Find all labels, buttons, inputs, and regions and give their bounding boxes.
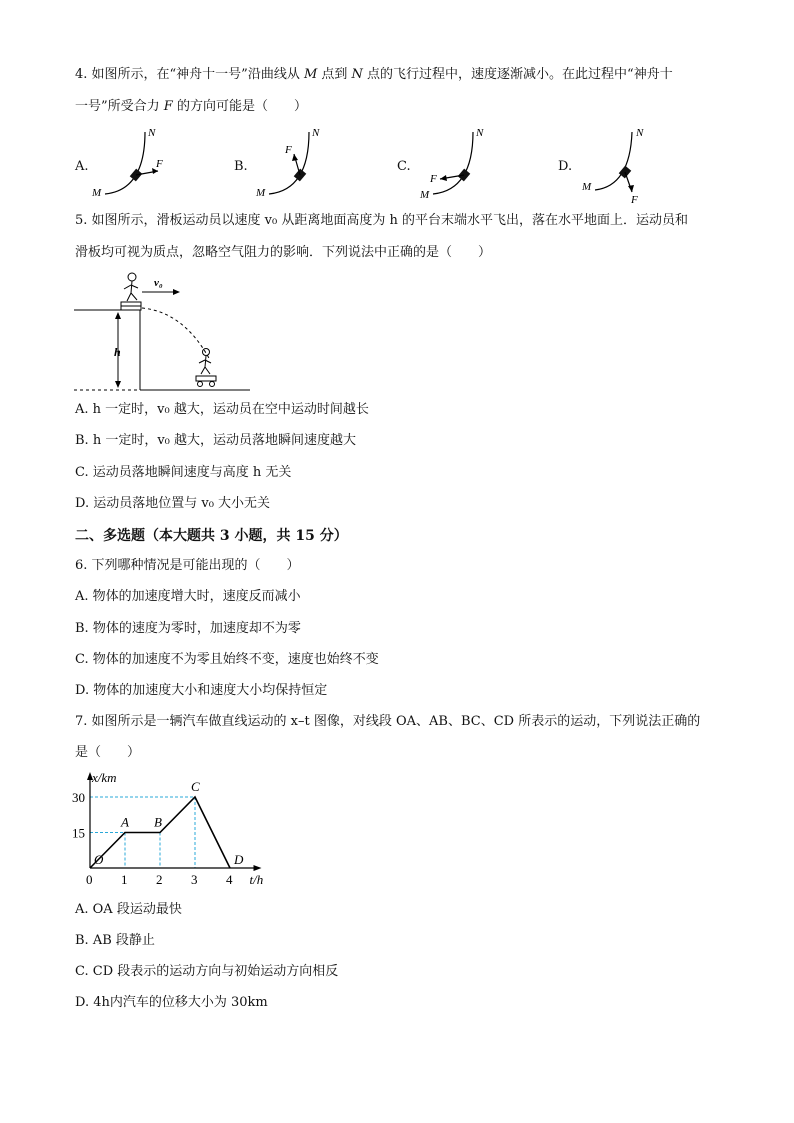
q7-option-a[interactable]: A. OA 段运动最快 <box>75 902 182 917</box>
arrowhead-icon <box>173 289 180 295</box>
q4-option-b-figure[interactable] <box>254 122 354 204</box>
xt-graph <box>70 768 270 892</box>
point-label-c: C <box>191 779 200 794</box>
x-tick-label: 1 <box>121 872 128 887</box>
section-title: 二、多选题（本大题共 3 小题，共 15 分） <box>75 528 348 544</box>
point-n-label: N <box>148 127 156 139</box>
force-label: F <box>631 194 638 206</box>
q7-option-b[interactable]: B. AB 段静止 <box>75 933 155 948</box>
q7-stem-line2: 是（ ） <box>75 745 141 760</box>
point-label-a: A <box>121 814 129 830</box>
arrowhead-icon <box>115 381 121 388</box>
q5-option-b[interactable]: B. h 一定时，v₀ 越大，运动员落地瞬间速度越大 <box>75 433 357 448</box>
q4-option-a-label[interactable]: A. <box>75 159 89 174</box>
q5-option-d[interactable]: D. 运动员落地位置与 v₀ 大小无关 <box>75 496 271 511</box>
q5-option-a[interactable]: A. h 一定时，v₀ 越大，运动员在空中运动时间越长 <box>75 402 369 417</box>
q4-option-d-figure[interactable] <box>580 122 680 206</box>
height-label: h <box>114 345 121 359</box>
q4-text: 点到 <box>317 67 352 82</box>
q4-option-b-label[interactable]: B. <box>234 159 248 174</box>
q6-option-b[interactable]: B. 物体的速度为零时，加速度却不为零 <box>75 621 301 636</box>
q7-option-d[interactable]: D. 4h内汽车的位移大小为 30km <box>75 995 268 1010</box>
skater-landing-icon <box>196 349 216 387</box>
q4-text: 一号”所受合力 <box>75 99 164 114</box>
q4-point-n: N <box>351 67 363 82</box>
x-axis-label: t/h <box>249 872 264 887</box>
y-axis-label: x/km <box>92 770 117 785</box>
q4-stem-line1 <box>75 66 673 84</box>
point-m-label: M <box>256 187 266 199</box>
point-m-label: M <box>92 187 102 199</box>
q4-option-c-label[interactable]: C. <box>397 159 411 174</box>
arrowhead-icon <box>440 175 447 181</box>
point-n-label: N <box>312 127 320 139</box>
q5-stem-line1: 5. 如图所示，滑板运动员以速度 v₀ 从距离地面高度为 h 的平台末端水平飞出，落在水平地面上．运动员和 <box>75 213 688 228</box>
trajectory-curve <box>433 132 473 194</box>
force-label: F <box>430 173 437 185</box>
force-label: F <box>285 144 292 156</box>
x-tick-label: 0 <box>86 872 93 887</box>
q4-text: 点的飞行过程中，速度逐渐减小。在此过程中“神舟十 <box>362 67 673 82</box>
x-axis-arrow-icon <box>254 865 262 871</box>
q7-option-c[interactable]: C. CD 段表示的运动方向与初始运动方向相反 <box>75 964 339 979</box>
trajectory-curve <box>595 132 632 190</box>
x-tick-label: 3 <box>191 872 198 887</box>
q6-option-c[interactable]: C. 物体的加速度不为零且始终不变，速度也始终不变 <box>75 652 379 667</box>
skater-start-icon <box>121 273 141 310</box>
q4-option-d-label[interactable]: D. <box>558 159 573 174</box>
arrowhead-icon <box>115 312 121 319</box>
point-n-label: N <box>476 127 484 139</box>
arrowhead-icon <box>292 154 298 161</box>
q4-point-m: M <box>303 67 318 82</box>
q4-text: 的方向可能是（ ） <box>172 99 307 114</box>
point-n-label: N <box>636 127 644 139</box>
point-label-d: D <box>234 852 244 867</box>
q6-stem: 6. 下列哪种情况是可能出现的（ ） <box>75 558 300 573</box>
y-tick-label: 30 <box>72 790 85 805</box>
velocity-label: v₀ <box>154 277 163 289</box>
q6-option-a[interactable]: A. 物体的加速度增大时，速度反而减小 <box>75 589 301 604</box>
point-m-label: M <box>420 189 430 201</box>
q4-option-a-figure[interactable] <box>90 122 190 204</box>
point-m-label: M <box>582 181 592 193</box>
x-tick-label: 4 <box>226 872 233 887</box>
parabola-trajectory <box>142 308 210 360</box>
q5-stem-line2: 滑板均可视为质点，忽略空气阻力的影响．下列说法中正确的是（ ） <box>75 245 492 260</box>
point-label-b: B <box>154 814 162 830</box>
trajectory-curve <box>105 132 145 194</box>
point-label-o: O <box>94 852 104 867</box>
q5-option-c[interactable]: C. 运动员落地瞬间速度与高度 h 无关 <box>75 465 292 480</box>
q4-text: 4. 如图所示，在“神舟十一号”沿曲线从 <box>75 67 304 82</box>
q6-option-d[interactable]: D. 物体的加速度大小和速度大小均保持恒定 <box>75 683 328 698</box>
q5-figure <box>74 268 254 394</box>
q4-force: F <box>163 99 173 114</box>
q7-stem-line1: 7. 如图所示是一辆汽车做直线运动的 x–t 图像，对线段 OA、AB、BC、CD 所表示的运动，下列说法正确的 <box>75 714 701 729</box>
q4-stem-line2 <box>75 98 307 116</box>
q4-option-c-figure[interactable] <box>418 122 518 204</box>
y-tick-label: 15 <box>72 825 85 841</box>
trajectory-curve <box>269 132 309 194</box>
x-tick-label: 2 <box>156 872 163 887</box>
force-label: F <box>156 158 163 170</box>
